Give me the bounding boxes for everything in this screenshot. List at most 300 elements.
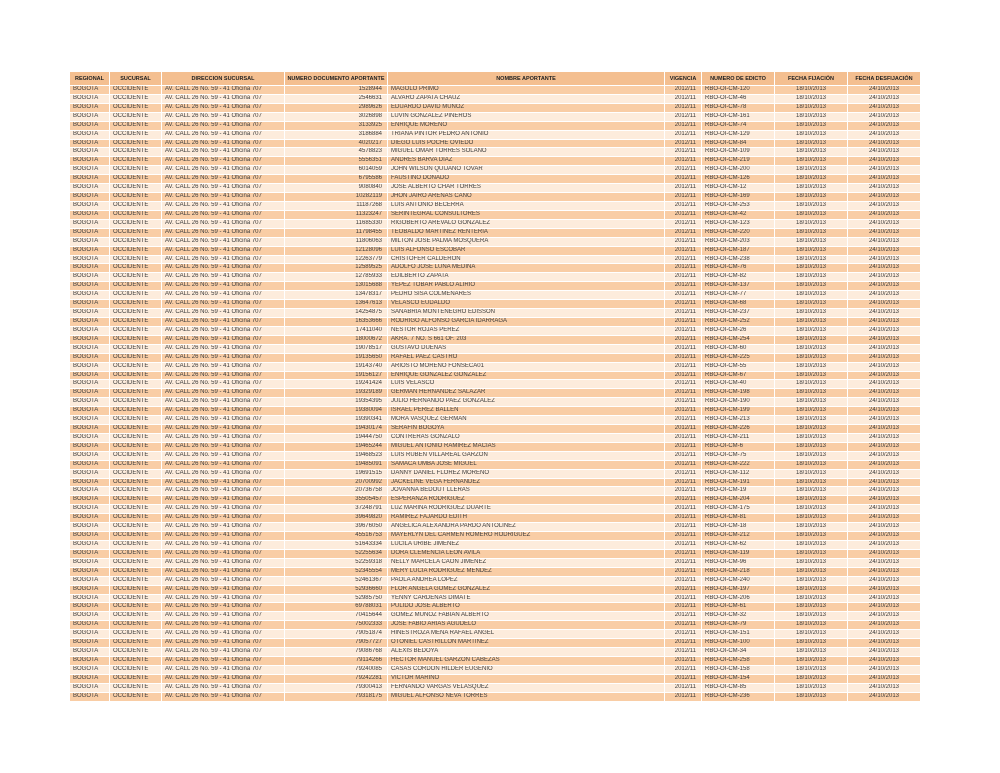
cell-sucursal: OCCIDENTE — [110, 434, 162, 442]
cell-documento: 52461367 — [285, 577, 388, 585]
cell-fecha_fijacion: 18/10/2013 — [775, 202, 848, 210]
cell-fecha_fijacion: 18/10/2013 — [775, 470, 848, 478]
cell-vigencia: 2012/11 — [665, 193, 702, 201]
cell-fecha_desfijacion: 24/10/2013 — [868, 130, 900, 137]
cell-fecha_fijacion: 18/10/2013 — [775, 514, 848, 522]
cell-fecha_fijacion: 18/10/2013 — [775, 113, 848, 121]
cell-edicto: RBO-OI-CM-151 — [702, 630, 775, 638]
cell-vigencia: 2012/11 — [665, 140, 702, 148]
cell-edicto: RBO-OI-CM-126 — [702, 175, 775, 183]
cell-documento: 52936660 — [285, 586, 388, 594]
column-header-sucursal: SUCURSAL — [110, 72, 162, 85]
cell-fecha_desfijacion: 24/10/2013 — [868, 103, 900, 110]
cell-documento: 52259318 — [285, 559, 388, 567]
cell-direccion: AV. CALL 26 No. 59 - 41 Oficina 707 — [162, 238, 285, 246]
cell-edicto: RBO-OI-CM-197 — [702, 586, 775, 594]
cell-nombre: LUIS ANTONIO BECERRA — [388, 202, 665, 210]
cell-regional: BOGOTA — [70, 122, 110, 130]
cell-regional: BOGOTA — [70, 175, 110, 183]
cell-sucursal: OCCIDENTE — [110, 595, 162, 603]
cell-edicto: RBO-OI-CM-129 — [702, 131, 775, 139]
cell-nombre: MORA VASQUEZ GERMAN — [388, 416, 665, 424]
cell-documento: 12785933 — [285, 273, 388, 281]
cell-vigencia: 2012/11 — [665, 273, 702, 281]
cell-documento: 79057727 — [285, 639, 388, 647]
cell-nombre: MILTON JOSE PALMA MOSQUERA — [388, 238, 665, 246]
cell-sucursal: OCCIDENTE — [110, 407, 162, 415]
cell-fecha_fijacion: 18/10/2013 — [775, 247, 848, 255]
cell-fecha_desfijacion: 24/10/2013 — [868, 291, 900, 298]
cell-fecha_fijacion: 18/10/2013 — [775, 282, 848, 290]
cell-documento: 79318175 — [285, 693, 388, 701]
cell-fecha_fijacion: 18/10/2013 — [775, 273, 848, 281]
cell-fecha_desfijacion: 24/10/2013 — [868, 157, 900, 164]
cell-documento: 79240085 — [285, 666, 388, 674]
table-row — [70, 532, 920, 541]
cell-fecha_fijacion: 18/10/2013 — [775, 693, 848, 701]
cell-fecha_fijacion: 18/10/2013 — [775, 398, 848, 406]
cell-sucursal: OCCIDENTE — [110, 532, 162, 540]
cell-vigencia: 2012/11 — [665, 612, 702, 620]
cell-nombre: VELASCO EUDALDO — [388, 300, 665, 308]
cell-sucursal: OCCIDENTE — [110, 675, 162, 683]
cell-edicto: RBO-OI-CM-78 — [702, 104, 775, 112]
cell-regional: BOGOTA — [70, 300, 110, 308]
cell-direccion: AV. CALL 26 No. 59 - 41 Oficina 707 — [162, 523, 285, 531]
cell-edicto: RBO-OI-CM-76 — [702, 264, 775, 272]
cell-fecha_fijacion: 18/10/2013 — [775, 122, 848, 130]
cell-direccion: AV. CALL 26 No. 59 - 41 Oficina 707 — [162, 505, 285, 513]
cell-edicto: RBO-OI-CM-218 — [702, 568, 775, 576]
cell-fecha_fijacion: 18/10/2013 — [775, 568, 848, 576]
table-row — [70, 309, 920, 318]
cell-direccion: AV. CALL 26 No. 59 - 41 Oficina 707 — [162, 202, 285, 210]
cell-vigencia: 2012/11 — [665, 300, 702, 308]
cell-edicto: RBO-OI-CM-74 — [702, 122, 775, 130]
cell-regional: BOGOTA — [70, 104, 110, 112]
cell-documento: 3026898 — [285, 113, 388, 121]
cell-vigencia: 2012/11 — [665, 327, 702, 335]
cell-vigencia: 2012/11 — [665, 131, 702, 139]
cell-fecha_fijacion: 18/10/2013 — [775, 309, 848, 317]
cell-vigencia: 2012/11 — [665, 291, 702, 299]
cell-regional: BOGOTA — [70, 238, 110, 246]
cell-documento: 19241424 — [285, 380, 388, 388]
cell-documento: 20736758 — [285, 487, 388, 495]
cell-edicto: RBO-OI-CM-81 — [702, 514, 775, 522]
cell-regional: BOGOTA — [70, 345, 110, 353]
cell-nombre: DORA CLEMENCIA LEON AVILA — [388, 550, 665, 558]
cell-vigencia: 2012/11 — [665, 675, 702, 683]
cell-fecha_desfijacion: 24/10/2013 — [868, 469, 900, 476]
cell-nombre: DIEGO LUIS POCHE OVIEDO — [388, 140, 665, 148]
cell-fecha_fijacion: 18/10/2013 — [775, 131, 848, 139]
table-row — [70, 434, 920, 443]
cell-fecha_desfijacion: 24/10/2013 — [868, 264, 900, 271]
cell-direccion: AV. CALL 26 No. 59 - 41 Oficina 707 — [162, 327, 285, 335]
cell-regional: BOGOTA — [70, 282, 110, 290]
table-row — [70, 229, 920, 238]
cell-sucursal: OCCIDENTE — [110, 684, 162, 692]
cell-vigencia: 2012/11 — [665, 425, 702, 433]
cell-fecha_fijacion: 18/10/2013 — [775, 657, 848, 665]
cell-documento: 12589525 — [285, 264, 388, 272]
table-row — [70, 220, 920, 229]
cell-nombre: MIGUEL ANTONIO RAMIREZ MACIAS — [388, 443, 665, 451]
cell-nombre: HINESTROZA MENA RAFAEL ANGEL — [388, 630, 665, 638]
cell-regional: BOGOTA — [70, 380, 110, 388]
cell-sucursal: OCCIDENTE — [110, 389, 162, 397]
cell-documento: 19444750 — [285, 434, 388, 442]
cell-sucursal: OCCIDENTE — [110, 452, 162, 460]
table-row — [70, 291, 920, 300]
cell-direccion: AV. CALL 26 No. 59 - 41 Oficina 707 — [162, 184, 285, 192]
table-row — [70, 577, 920, 586]
cell-documento: 39649820 — [285, 514, 388, 522]
cell-sucursal: OCCIDENTE — [110, 175, 162, 183]
cell-edicto: RBO-OI-CM-225 — [702, 354, 775, 362]
cell-documento: 4578823 — [285, 148, 388, 156]
cell-fecha_desfijacion: 24/10/2013 — [868, 630, 900, 637]
cell-nombre: LUIS VELASCO — [388, 380, 665, 388]
cell-regional: BOGOTA — [70, 452, 110, 460]
cell-vigencia: 2012/11 — [665, 86, 702, 94]
cell-edicto: RBO-OI-CM-112 — [702, 470, 775, 478]
cell-regional: BOGOTA — [70, 273, 110, 281]
cell-direccion: AV. CALL 26 No. 59 - 41 Oficina 707 — [162, 309, 285, 317]
cell-nombre: PEDRO SISA COLMENARES — [388, 291, 665, 299]
cell-fecha_desfijacion: 24/10/2013 — [868, 505, 900, 512]
cell-documento: 19485091 — [285, 461, 388, 469]
cell-vigencia: 2012/11 — [665, 532, 702, 540]
table-row — [70, 416, 920, 425]
cell-vigencia: 2012/11 — [665, 220, 702, 228]
cell-fecha_fijacion: 18/10/2013 — [775, 416, 848, 424]
cell-nombre: RAMIREZ FAJARDO EDITH — [388, 514, 665, 522]
cell-sucursal: OCCIDENTE — [110, 630, 162, 638]
cell-vigencia: 2012/11 — [665, 282, 702, 290]
cell-regional: BOGOTA — [70, 425, 110, 433]
table-row — [70, 380, 920, 389]
cell-direccion: AV. CALL 26 No. 59 - 41 Oficina 707 — [162, 487, 285, 495]
cell-vigencia: 2012/11 — [665, 309, 702, 317]
cell-edicto: RBO-OI-CM-252 — [702, 318, 775, 326]
cell-edicto: RBO-OI-CM-213 — [702, 416, 775, 424]
cell-nombre: ADOLFO JOSE LUNA MEDINA — [388, 264, 665, 272]
cell-fecha_desfijacion: 24/10/2013 — [868, 621, 900, 628]
cell-vigencia: 2012/11 — [665, 398, 702, 406]
table-row — [70, 122, 920, 131]
cell-nombre: NELLY MARCELA CAON JIMENEZ — [388, 559, 665, 567]
cell-fecha_fijacion: 18/10/2013 — [775, 452, 848, 460]
cell-direccion: AV. CALL 26 No. 59 - 41 Oficina 707 — [162, 603, 285, 611]
cell-fecha_fijacion: 18/10/2013 — [775, 336, 848, 344]
table-row — [70, 639, 920, 648]
cell-fecha_desfijacion: 24/10/2013 — [868, 300, 900, 307]
cell-documento: 79051874 — [285, 630, 388, 638]
cell-sucursal: OCCIDENTE — [110, 291, 162, 299]
cell-fecha_desfijacion: 24/10/2013 — [868, 353, 900, 360]
cell-fecha_fijacion: 18/10/2013 — [775, 256, 848, 264]
cell-edicto: RBO-OI-CM-237 — [702, 309, 775, 317]
cell-nombre: JULIO HERNANDO PAEZ GONZALEZ — [388, 398, 665, 406]
cell-vigencia: 2012/11 — [665, 318, 702, 326]
column-header-fecha_desfijacion: FECHA DESFIJACIÓN — [855, 75, 913, 82]
cell-vigencia: 2012/11 — [665, 407, 702, 415]
cell-fecha_fijacion: 18/10/2013 — [775, 345, 848, 353]
cell-sucursal: OCCIDENTE — [110, 514, 162, 522]
cell-fecha_fijacion: 18/10/2013 — [775, 621, 848, 629]
cell-fecha_desfijacion: 24/10/2013 — [868, 193, 900, 200]
cell-nombre: PAOLA ANDREA LOPEZ — [388, 577, 665, 585]
cell-regional: BOGOTA — [70, 256, 110, 264]
cell-sucursal: OCCIDENTE — [110, 586, 162, 594]
cell-documento: 17411040 — [285, 327, 388, 335]
cell-fecha_fijacion: 18/10/2013 — [775, 577, 848, 585]
cell-nombre: AKRA. 7 NO. S 661 OF. 203 — [388, 336, 665, 344]
cell-documento: 19380094 — [285, 407, 388, 415]
cell-fecha_fijacion: 18/10/2013 — [775, 389, 848, 397]
cell-regional: BOGOTA — [70, 372, 110, 380]
cell-edicto: RBO-OI-CM-254 — [702, 336, 775, 344]
cell-documento: 19143740 — [285, 363, 388, 371]
cell-nombre: MAGOLO PRIMO — [388, 86, 665, 94]
cell-nombre: ALVARO ZAPATA CHAUZ — [388, 95, 665, 103]
cell-edicto: RBO-OI-CM-226 — [702, 425, 775, 433]
cell-fecha_desfijacion: 24/10/2013 — [868, 282, 900, 289]
cell-direccion: AV. CALL 26 No. 59 - 41 Oficina 707 — [162, 122, 285, 130]
cell-fecha_fijacion: 18/10/2013 — [775, 184, 848, 192]
cell-direccion: AV. CALL 26 No. 59 - 41 Oficina 707 — [162, 452, 285, 460]
cell-vigencia: 2012/11 — [665, 434, 702, 442]
cell-fecha_desfijacion: 24/10/2013 — [868, 692, 900, 699]
cell-regional: BOGOTA — [70, 140, 110, 148]
cell-vigencia: 2012/11 — [665, 363, 702, 371]
cell-fecha_fijacion: 18/10/2013 — [775, 479, 848, 487]
cell-direccion: AV. CALL 26 No. 59 - 41 Oficina 707 — [162, 95, 285, 103]
cell-fecha_desfijacion: 24/10/2013 — [868, 219, 900, 226]
cell-vigencia: 2012/11 — [665, 666, 702, 674]
table-row — [70, 86, 920, 95]
cell-fecha_fijacion: 18/10/2013 — [775, 363, 848, 371]
cell-fecha_fijacion: 18/10/2013 — [775, 523, 848, 531]
cell-fecha_fijacion: 18/10/2013 — [775, 327, 848, 335]
cell-vigencia: 2012/11 — [665, 113, 702, 121]
cell-nombre: PULIDO JOSE ALBERTO — [388, 603, 665, 611]
cell-nombre: SAMACA UMBA JOSE MIGUEL — [388, 461, 665, 469]
cell-fecha_desfijacion: 24/10/2013 — [868, 549, 900, 556]
cell-fecha_desfijacion: 24/10/2013 — [868, 567, 900, 574]
cell-direccion: AV. CALL 26 No. 59 - 41 Oficina 707 — [162, 256, 285, 264]
cell-regional: BOGOTA — [70, 407, 110, 415]
cell-documento: 20700992 — [285, 479, 388, 487]
cell-fecha_desfijacion: 24/10/2013 — [868, 201, 900, 208]
cell-documento: 52985750 — [285, 595, 388, 603]
cell-nombre: GUSTAVO DUENAS — [388, 345, 665, 353]
cell-nombre: CONTRERAS GONZALO — [388, 434, 665, 442]
table-row — [70, 282, 920, 291]
table-row — [70, 443, 920, 452]
cell-documento: 18000672 — [285, 336, 388, 344]
cell-documento: 52345554 — [285, 568, 388, 576]
cell-sucursal: OCCIDENTE — [110, 229, 162, 237]
table-row — [70, 684, 920, 693]
table-row — [70, 104, 920, 113]
cell-regional: BOGOTA — [70, 461, 110, 469]
cell-sucursal: OCCIDENTE — [110, 140, 162, 148]
cell-fecha_fijacion: 18/10/2013 — [775, 630, 848, 638]
cell-edicto: RBO-OI-CM-187 — [702, 247, 775, 255]
cell-fecha_desfijacion: 24/10/2013 — [868, 86, 900, 92]
cell-vigencia: 2012/11 — [665, 684, 702, 692]
cell-regional: BOGOTA — [70, 648, 110, 656]
cell-fecha_fijacion: 18/10/2013 — [775, 380, 848, 388]
cell-regional: BOGOTA — [70, 309, 110, 317]
cell-vigencia: 2012/11 — [665, 247, 702, 255]
cell-regional: BOGOTA — [70, 657, 110, 665]
cell-direccion: AV. CALL 26 No. 59 - 41 Oficina 707 — [162, 657, 285, 665]
cell-sucursal: OCCIDENTE — [110, 327, 162, 335]
cell-sucursal: OCCIDENTE — [110, 256, 162, 264]
cell-regional: BOGOTA — [70, 559, 110, 567]
cell-vigencia: 2012/11 — [665, 104, 702, 112]
cell-edicto: RBO-OI-CM-258 — [702, 657, 775, 665]
cell-regional: BOGOTA — [70, 496, 110, 504]
cell-fecha_desfijacion: 24/10/2013 — [868, 594, 900, 601]
cell-documento: 19156127 — [285, 372, 388, 380]
table-row — [70, 131, 920, 140]
cell-regional: BOGOTA — [70, 612, 110, 620]
table-row — [70, 612, 920, 621]
table-row — [70, 407, 920, 416]
cell-edicto: RBO-OI-CM-220 — [702, 229, 775, 237]
cell-fecha_desfijacion: 24/10/2013 — [868, 273, 900, 280]
cell-regional: BOGOTA — [70, 363, 110, 371]
cell-fecha_desfijacion: 24/10/2013 — [868, 496, 900, 503]
cell-fecha_desfijacion: 24/10/2013 — [868, 657, 900, 663]
cell-edicto: RBO-OI-CM-62 — [702, 541, 775, 549]
cell-sucursal: OCCIDENTE — [110, 523, 162, 531]
cell-direccion: AV. CALL 26 No. 59 - 41 Oficina 707 — [162, 684, 285, 692]
cell-sucursal: OCCIDENTE — [110, 541, 162, 549]
cell-fecha_desfijacion: 24/10/2013 — [868, 380, 900, 387]
cell-vigencia: 2012/11 — [665, 452, 702, 460]
cell-fecha_fijacion: 18/10/2013 — [775, 559, 848, 567]
cell-fecha_desfijacion: 24/10/2013 — [868, 416, 900, 423]
cell-fecha_desfijacion: 24/10/2013 — [868, 139, 900, 146]
cell-edicto: RBO-OI-CM-82 — [702, 273, 775, 281]
cell-documento: 6795586 — [285, 175, 388, 183]
column-header-edicto: NUMERO DE EDICTO — [702, 72, 775, 85]
table-row — [70, 603, 920, 612]
cell-fecha_fijacion: 18/10/2013 — [775, 95, 848, 103]
table-row — [70, 559, 920, 568]
cell-regional: BOGOTA — [70, 389, 110, 397]
cell-vigencia: 2012/11 — [665, 202, 702, 210]
cell-sucursal: OCCIDENTE — [110, 95, 162, 103]
cell-documento: 11685330 — [285, 220, 388, 228]
cell-direccion: AV. CALL 26 No. 59 - 41 Oficina 707 — [162, 372, 285, 380]
cell-fecha_desfijacion: 24/10/2013 — [868, 94, 900, 101]
cell-fecha_desfijacion: 24/10/2013 — [868, 112, 900, 119]
table-row — [70, 354, 920, 363]
cell-sucursal: OCCIDENTE — [110, 238, 162, 246]
cell-sucursal: OCCIDENTE — [110, 380, 162, 388]
cell-sucursal: OCCIDENTE — [110, 666, 162, 674]
cell-sucursal: OCCIDENTE — [110, 470, 162, 478]
cell-direccion: AV. CALL 26 No. 59 - 41 Oficina 707 — [162, 211, 285, 219]
table-row — [70, 505, 920, 514]
cell-documento: 12128096 — [285, 247, 388, 255]
table-row — [70, 238, 920, 247]
cell-fecha_desfijacion: 24/10/2013 — [868, 523, 900, 530]
cell-documento: 79242281 — [285, 675, 388, 683]
cell-sucursal: OCCIDENTE — [110, 693, 162, 701]
cell-nombre: JOSE FABIO ARIAS AGUDELO — [388, 621, 665, 629]
cell-sucursal: OCCIDENTE — [110, 603, 162, 611]
cell-fecha_desfijacion: 24/10/2013 — [868, 389, 900, 396]
cell-regional: BOGOTA — [70, 505, 110, 513]
cell-edicto: RBO-OI-CM-211 — [702, 434, 775, 442]
cell-nombre: JOVANNA BEDOUT LLERAS — [388, 487, 665, 495]
cell-fecha_fijacion: 18/10/2013 — [775, 595, 848, 603]
cell-fecha_fijacion: 18/10/2013 — [775, 487, 848, 495]
cell-direccion: AV. CALL 26 No. 59 - 41 Oficina 707 — [162, 443, 285, 451]
table-row — [70, 541, 920, 550]
cell-sucursal: OCCIDENTE — [110, 443, 162, 451]
cell-regional: BOGOTA — [70, 157, 110, 165]
cell-direccion: AV. CALL 26 No. 59 - 41 Oficina 707 — [162, 595, 285, 603]
cell-edicto: RBO-OI-CM-32 — [702, 612, 775, 620]
cell-nombre: CASAS CORDON HILDER EUGENIO — [388, 666, 665, 674]
cell-fecha_desfijacion: 24/10/2013 — [868, 683, 900, 690]
cell-fecha_fijacion: 18/10/2013 — [775, 603, 848, 611]
cell-documento: 9080840 — [285, 184, 388, 192]
cell-regional: BOGOTA — [70, 327, 110, 335]
cell-fecha_fijacion: 18/10/2013 — [775, 496, 848, 504]
cell-sucursal: OCCIDENTE — [110, 354, 162, 362]
cell-sucursal: OCCIDENTE — [110, 577, 162, 585]
cell-vigencia: 2012/11 — [665, 416, 702, 424]
table-row — [70, 496, 920, 505]
cell-documento: 5556351 — [285, 157, 388, 165]
cell-edicto: RBO-OI-CM-75 — [702, 452, 775, 460]
cell-direccion: AV. CALL 26 No. 59 - 41 Oficina 707 — [162, 157, 285, 165]
cell-nombre: MIGUEL OMAR TORRES SOLANO — [388, 148, 665, 156]
cell-sucursal: OCCIDENTE — [110, 461, 162, 469]
cell-direccion: AV. CALL 26 No. 59 - 41 Oficina 707 — [162, 282, 285, 290]
cell-fecha_desfijacion: 24/10/2013 — [868, 514, 900, 521]
table-row — [70, 550, 920, 559]
cell-nombre: CRISTOFER CALDERON — [388, 256, 665, 264]
cell-sucursal: OCCIDENTE — [110, 86, 162, 94]
cell-nombre: JACKELINE VEGA FERNANDEZ — [388, 479, 665, 487]
cell-nombre: MERY LUCIA RODRIGUEZ MENDEZ — [388, 568, 665, 576]
table-header-row — [70, 72, 920, 86]
cell-regional: BOGOTA — [70, 113, 110, 121]
table-row — [70, 514, 920, 523]
cell-edicto: RBO-OI-CM-240 — [702, 577, 775, 585]
cell-nombre: TRIANA PINTOR PEDRO ANTONIO — [388, 131, 665, 139]
cell-sucursal: OCCIDENTE — [110, 398, 162, 406]
cell-nombre: ANGELICA ALEXANDRA PARDO ANTOLINEZ — [388, 523, 665, 531]
table-row — [70, 175, 920, 184]
cell-documento: 2546631 — [285, 95, 388, 103]
cell-documento: 39676050 — [285, 523, 388, 531]
cell-direccion: AV. CALL 26 No. 59 - 41 Oficina 707 — [162, 140, 285, 148]
cell-fecha_desfijacion: 24/10/2013 — [868, 255, 900, 262]
cell-vigencia: 2012/11 — [665, 166, 702, 174]
